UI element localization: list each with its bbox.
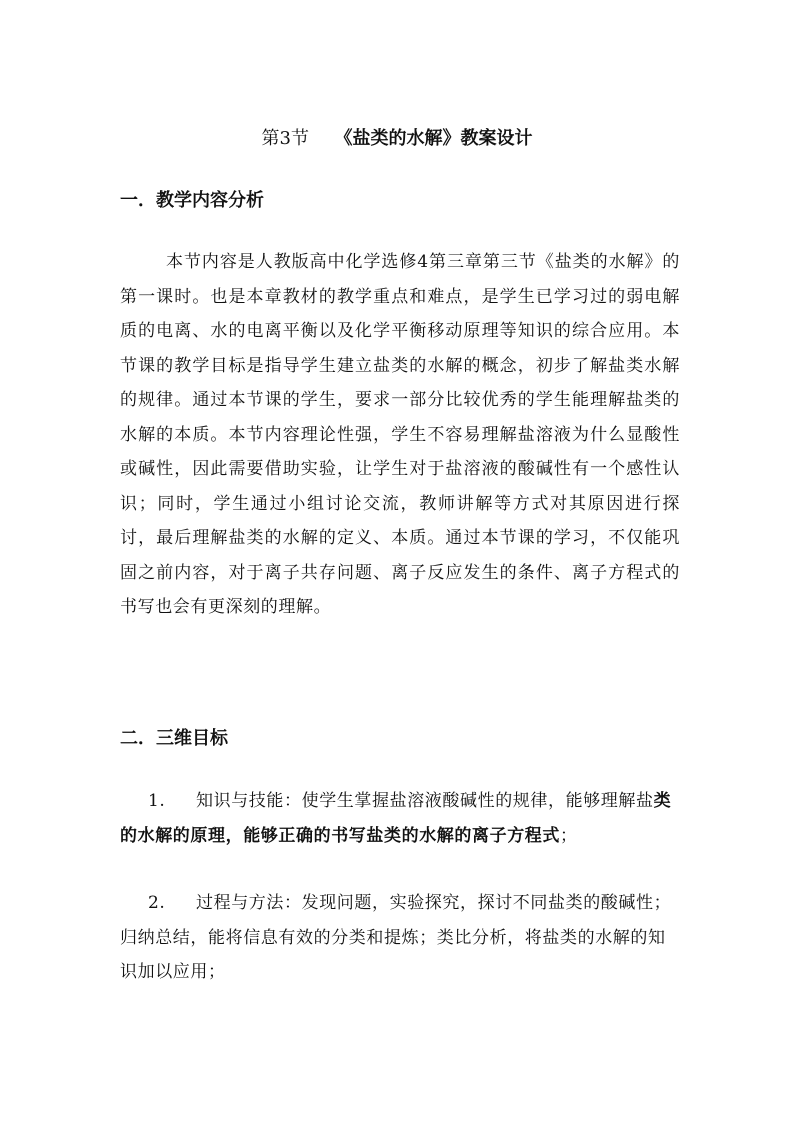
objective-item-1 [120,784,680,853]
content-analysis-paragraph: 本节内容是人教版高中化学选修4第三章第三节《盐类的水解》的第一课时。也是本章教材的教学重点和难点，是学生已学习过的弱电解质的电离、水的电离平衡以及化学平衡移动原理等知识的综合应用。本节课的教学目标是指导学生建立盐类的水解的概念，初步了解盐类水解的规律。通过本节课的学生，要求一部分比较优秀的学生能理解盐类的水解的本质。本节内容理论性强，学生不容易理解盐溶液为什么显酸性或碱性，因此需要借助实验，让学生对于盐溶液的酸碱性有一个感性认识；同时，学生通过小组讨论交流，教师讲解等方式对其原因进行探讨，最后理解盐类的水解的定义、本质。通过本节课的学习，不仅能巩固之前内容，对于离子共存问题、离子反应发生的条件、离子方程式的书写也会有更深刻的理解。 [120,252,680,617]
objective-item-2 [120,886,680,990]
objective-item-1-text: 知识与技能：使学生掌握盐溶液酸碱性的规律，能够理解盐 [196,791,654,811]
objective-item-1-bold-text: 类的水解的原理，能够正确的书写盐类的水解的离子方程式 [120,791,672,846]
section-heading-content-analysis: 一．教学内容分析 [120,190,264,211]
section-heading-objectives: 二．三维目标 [120,728,228,749]
document-title [0,128,794,150]
title-section-number: 第3节 [261,128,309,149]
objective-item-2-index: 2. [148,893,166,913]
objective-item-2-text: 过程与方法：发现问题，实验探究，探讨不同盐类的酸碱性；归纳总结，能将信息有效的分类和提炼；类比分析，将盐类的水解的知识加以应用； [120,893,672,982]
objective-item-1-index: 1. [148,791,166,811]
objective-item-1-tail: ； [560,825,578,846]
title-main: 《盐类的水解》教案设计 [334,128,533,149]
